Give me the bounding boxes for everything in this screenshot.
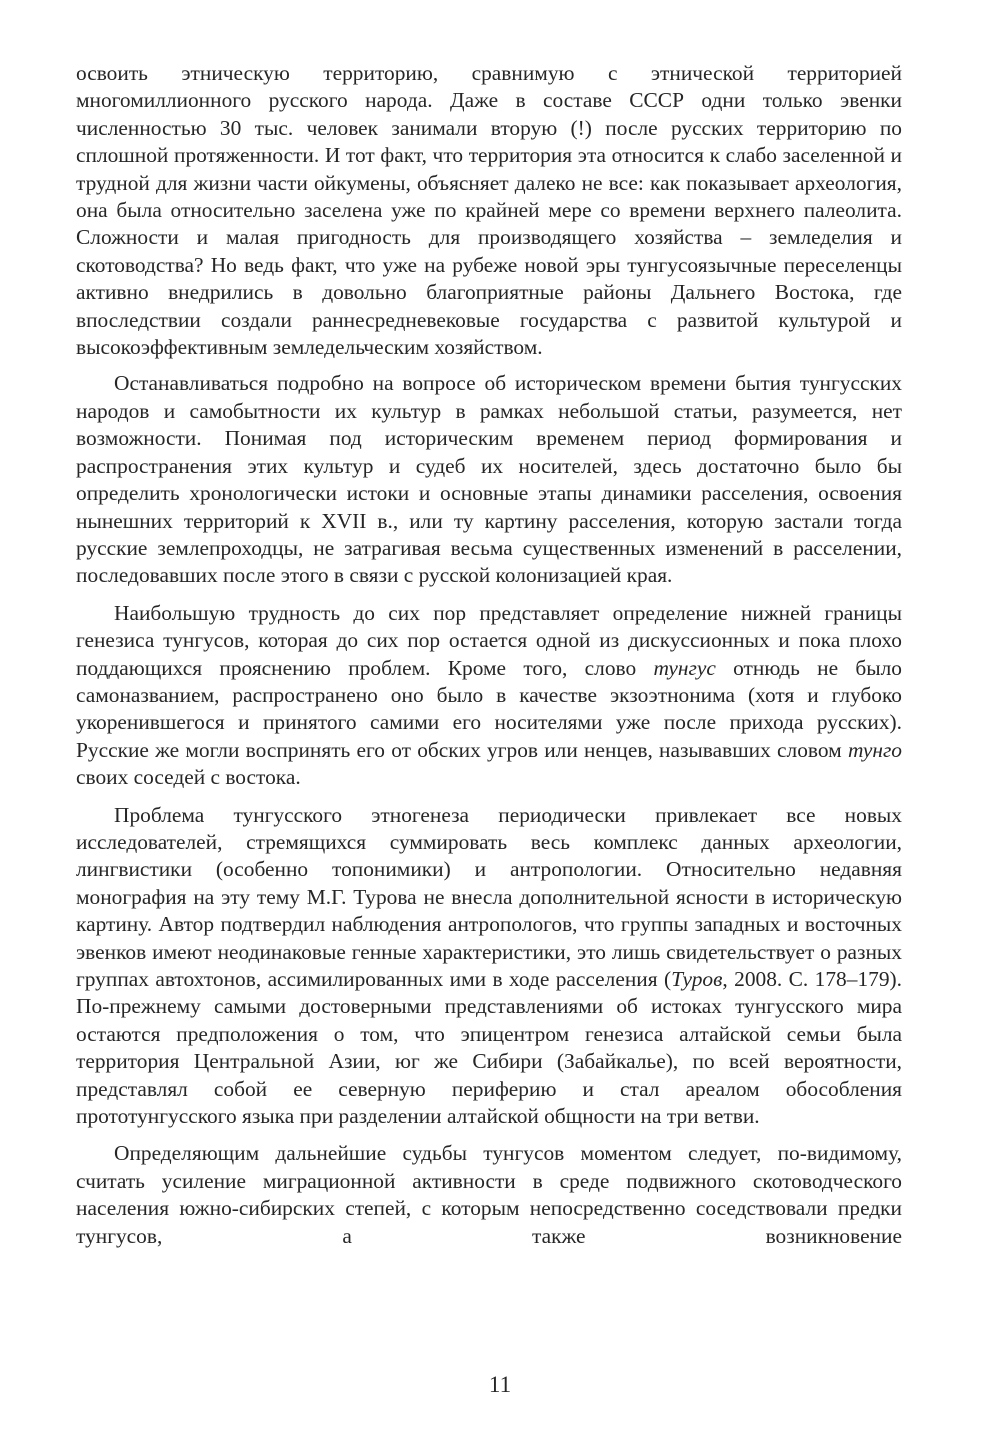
paragraph-3-text-1: Наибольшую трудность до сих пор представляет определение нижней границы генезиса тунгусов, которая до сих пор остается одной из дискуссионных и пока плохо поддающихся прояснению проблем. Кроме того, слово — [76, 600, 902, 680]
paragraph-3-text-2: отнюдь не было самоназванием, распространено оно было в качестве экзоэтнонима (хотя и глубоко укоренившегося и принятого самими его носителями уже после прихода русских). Русские же могли воспринять его от обских угров или ненцев, называвших словом — [76, 655, 902, 762]
paragraph-4 — [76, 802, 902, 1131]
paragraph-4-italic-1: Туров — [671, 967, 723, 991]
paragraph-4-text-2: , 2008. С. 178–179). По-прежнему самыми достоверными представлениями об истоках тунгусского мира остаются предположения о том, что эпицентром генезиса алтайской семьи была территория Центральной Азии, юг же Сибири (Забайкалье), по всей вероятности, представлял собой ее северную периферию и стал ареалом обособления прототунгусского языка при разделении алтайской общности на три ветви. — [76, 967, 902, 1129]
paragraph-3-italic-1: тунгус — [653, 655, 716, 680]
paragraph-4-text-1: Проблема тунгусского этногенеза периодически привлекает все новых исследователей, стремящихся суммировать весь комплекс данных археологии, лингвистики (особенно топонимики) и антропологии. Относительно недавняя монография на эту тему М.Г. Турова не внесла дополнительной ясности в историческую картину. Автор подтвердил наблюдения антропологов, что группы западных и восточных эвенков имеют неодинаковые генные характеристики, это лишь свидетельствует о разных группах автохтонов, ассимилированных ими в ходе расселения ( — [76, 802, 902, 991]
paragraph-2: Останавливаться подробно на вопросе об историческом времени бытия тунгусских народов и самобытности их культур в рамках небольшой статьи, разумеется, нет возможности. Понимая под историческим временем период формирования и распространения этих культур и судеб их носителей, здесь достаточно было бы определить хронологически истоки и основные этапы динамики расселения, освоения нынешних территорий к XVII в., или ту картину расселения, которую застали тогда русские землепроходцы, не затрагивая весьма существенных изменений в расселении, последовавших после этого в связи с русской колонизацией края. — [76, 371, 902, 588]
paragraph-5: Определяющим дальнейшие судьбы тунгусов моментом следует, по-видимому, считать усиление миграционной активности в среде подвижного скотоводческого населения южно-сибирских степей, с которым непосредственно соседствовали предки тунгусов, а также возникновение — [76, 1141, 902, 1248]
paragraph-3-text-3: своих соседей с востока. — [76, 765, 301, 790]
paragraph-1: освоить этническую территорию, сравнимую с этнической территорией многомиллионного русского народа. Даже в составе СССР одни только эвенки численностью 30 тыс. человек занимали вторую (!) после русских территорию по сплошной протяженности. И тот факт, что территория эта относится к слабо заселенной и трудной для жизни части ойкумены, объясняет далеко не все: как показывает археология, она была относительно заселена уже по крайней мере со времени верхнего палеолита. Сложности и малая пригодность для производящего хозяйства – земледелия и скотоводства? Но ведь факт, что уже на рубеже новой эры тунгусоязычные переселенцы активно внедрились в довольно благоприятные районы Дальнего Востока, где впоследствии создали раннесредневековые государства с развитой культурой и высокоэффективным земледельческим хозяйством. — [76, 61, 902, 360]
page-body — [76, 60, 902, 1260]
paragraph-3 — [76, 600, 902, 792]
page-number: 11 — [488, 1372, 512, 1397]
paragraph-3-italic-2: тунго — [847, 737, 902, 762]
